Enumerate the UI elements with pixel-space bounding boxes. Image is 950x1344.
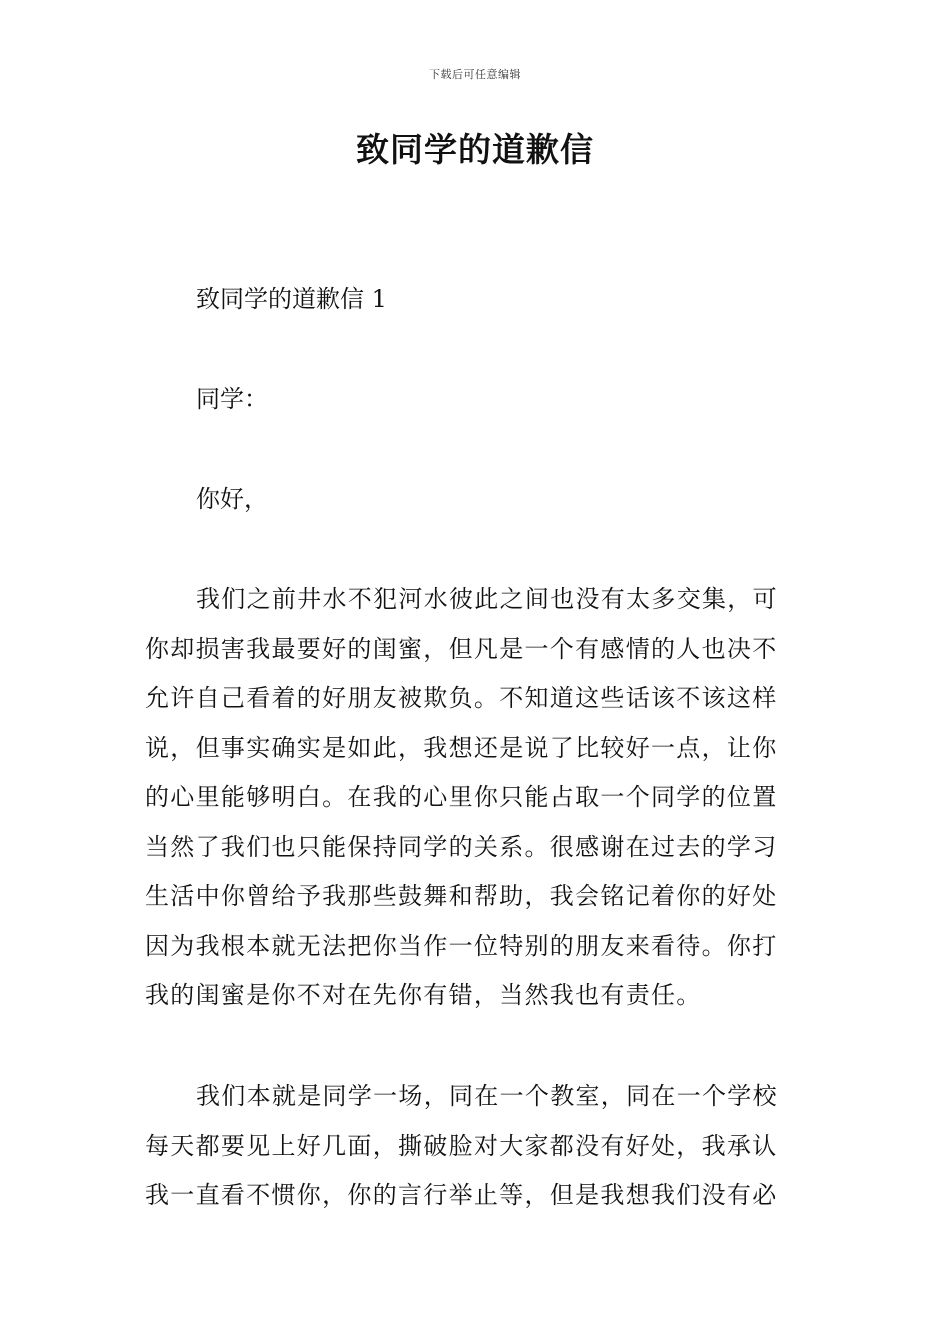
- paragraph-line: 我们本就是同学一场，同在一个教室，同在一个学校: [196, 1082, 778, 1110]
- document-title: 致同学的道歉信: [356, 130, 594, 169]
- paragraph-2: [145, 1080, 805, 1229]
- paragraph-line: 允许自己看着的好朋友被欺负。不知道这些话该不该这样: [145, 684, 778, 712]
- paragraph-line: 因为我根本就无法把你当作一位特别的朋友来看待。你打: [145, 931, 778, 960]
- paragraph-line: 你却损害我最要好的闺蜜，但凡是一个有感情的人也决不: [145, 634, 778, 663]
- section-heading: 致同学的道歉信 1: [196, 285, 387, 313]
- paragraph-line: 我一直看不惯你，你的言行举止等，但是我想我们没有必: [145, 1181, 778, 1209]
- paragraph-line: 说，但事实确实是如此，我想还是说了比较好一点，让你: [145, 733, 778, 762]
- salutation: 同学：: [196, 385, 268, 413]
- greeting: 你好，: [196, 485, 268, 513]
- paragraph-line: 每天都要见上好几面，撕破脸对大家都没有好处，我承认: [145, 1131, 778, 1160]
- paragraph-line: 生活中你曾给予我那些鼓舞和帮助，我会铭记着你的好处: [145, 882, 778, 910]
- paragraph-line: 我的闺蜜是你不对在先你有错，当然我也有责任。: [145, 981, 702, 1009]
- paragraph-line: 的心里能够明白。在我的心里你只能占取一个同学的位置: [145, 783, 778, 811]
- paragraph-line: 我们之前井水不犯河水彼此之间也没有太多交集，可: [196, 585, 778, 613]
- paragraph-line: 当然了我们也只能保持同学的关系。很感谢在过去的学习: [145, 832, 778, 861]
- header-note: 下载后可任意编辑: [429, 68, 521, 81]
- paragraph-1: [145, 583, 805, 1029]
